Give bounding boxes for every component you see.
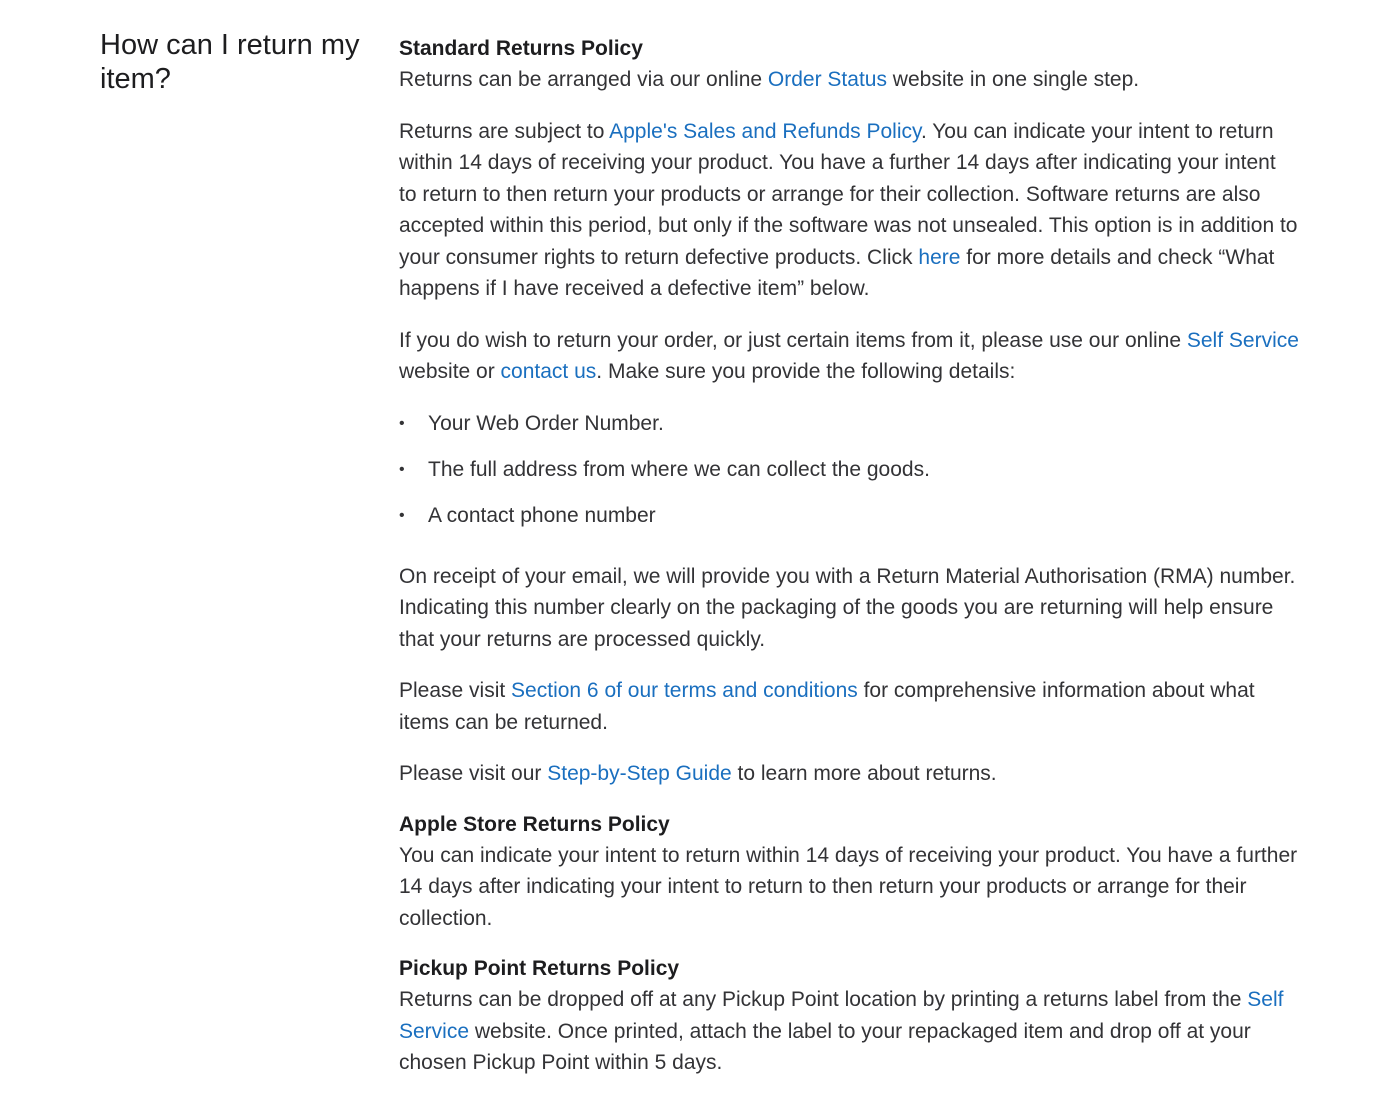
text-span: Returns can be dropped off at any Pickup Point location by printing a returns label from the <box>399 988 1248 1011</box>
apple-store-policy-title: Apple Store Returns Policy <box>399 812 670 836</box>
pickup-self-service-link[interactable]: Self Service <box>399 988 1284 1043</box>
step-by-step-guide-link[interactable]: Step-by-Step Guide <box>547 762 732 785</box>
list-item-text: The full address from where we can collect the goods. <box>428 457 930 481</box>
pickup-policy-title: Pickup Point Returns Policy <box>399 957 680 980</box>
order-status-link[interactable]: Order Status <box>767 68 887 91</box>
text-span: Returns can be arranged via our online <box>399 68 768 91</box>
standard-policy-title: Standard Returns Policy <box>399 37 643 60</box>
standard-paragraph-4: On receipt of your email, we will provide you with a Return Material Authorisation (RMA) number. Indicating this number clearly on the packaging of the goods you are returning will help ensure that your returns are processed quickly. <box>399 564 1296 651</box>
standard-paragraph-3 <box>399 325 1299 388</box>
text-span: Please visit our <box>399 762 548 785</box>
text-span: for more details and check “What happens if I have received a defective item” below. <box>399 245 1275 300</box>
text-span: . Make sure you provide the following details: <box>596 360 1016 383</box>
text-span: If you do wish to return your order, or just certain items from it, please use our online <box>399 328 1187 352</box>
bullet-icon: • <box>399 460 405 478</box>
standard-paragraph-2 <box>399 116 1299 305</box>
section-heading: How can I return my item? <box>100 29 360 95</box>
text-span: to learn more about returns. <box>731 762 997 785</box>
standard-paragraph-6 <box>399 758 1299 790</box>
returns-content <box>399 34 1299 1099</box>
bullet-icon: • <box>399 414 405 432</box>
text-span: . You can indicate your intent to return within 14 days of receiving your product. You have a further 14 days after indicating your intent to return to then return your products or arrange for their collection. Software returns are also accepted within this period, but only if the software was not unsealed. This option is in addition to your consumer rights to return defective products. Click <box>399 119 1298 269</box>
text-span: website or <box>399 360 501 383</box>
self-service-link[interactable]: Self Service <box>1186 328 1299 352</box>
details-list <box>399 408 1299 531</box>
text-span: website in one single step. <box>886 68 1140 91</box>
list-item-text: Your Web Order Number. <box>428 411 664 435</box>
contact-us-link[interactable]: contact us <box>500 360 597 383</box>
list-item <box>399 500 1299 531</box>
standard-paragraph-5 <box>399 675 1299 738</box>
sales-refunds-policy-link[interactable]: Apple's Sales and Refunds Policy <box>609 119 921 143</box>
terms-section-6-link[interactable]: Section 6 of our terms and conditions <box>511 679 858 702</box>
bullet-icon: • <box>399 506 405 524</box>
here-link[interactable]: here <box>918 245 961 269</box>
text-span: Please visit <box>399 679 512 702</box>
text-span: for comprehensive information about what items can be returned. <box>399 679 1255 734</box>
standard-paragraph-1 <box>399 64 1299 96</box>
list-item <box>399 454 1299 485</box>
list-item-text: A contact phone number <box>428 503 656 527</box>
text-span: website. Once printed, attach the label to your repackaged item and drop off at your chosen Pickup Point within 5 days. <box>399 1019 1251 1074</box>
apple-store-paragraph: You can indicate your intent to return within 14 days of receiving your product. You have a further 14 days after indicating your intent to return to then return your products or arrange for their collection. <box>399 843 1298 930</box>
pickup-paragraph <box>399 984 1299 1079</box>
text-span: Returns are subject to <box>399 119 610 143</box>
list-item <box>399 408 1299 439</box>
